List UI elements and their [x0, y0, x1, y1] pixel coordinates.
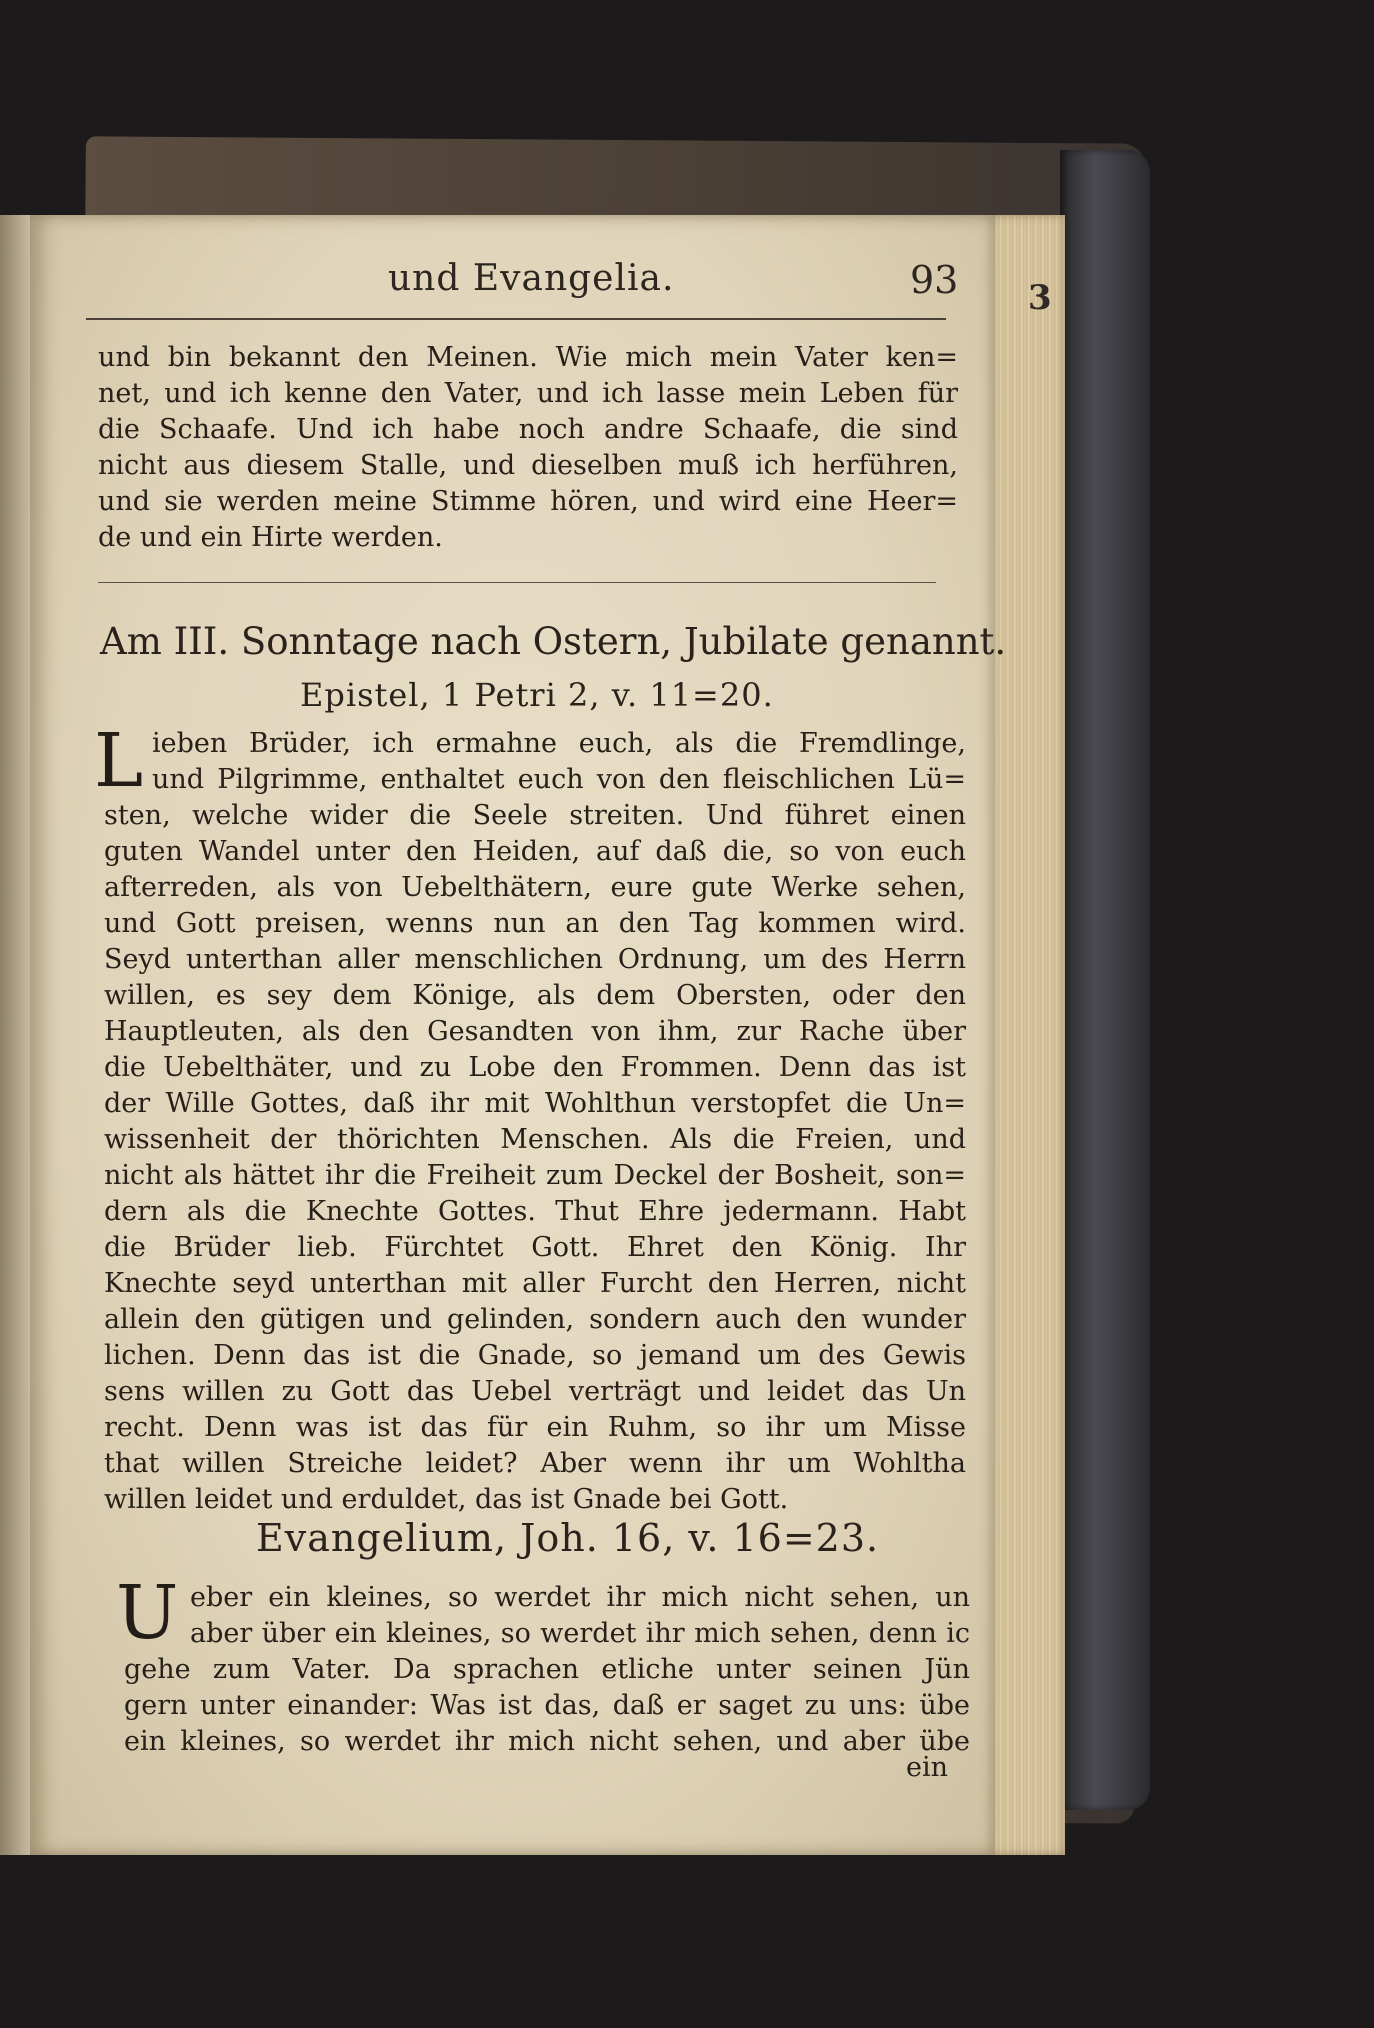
section-heading: Am III. Sonntage nach Ostern, Jubilate genannt.	[100, 620, 1007, 663]
epistle-heading: Epistel, 1 Petri 2, v. 11=20.	[300, 676, 774, 714]
text-line: nicht als hättet ihr die Freiheit zum Deckel der Bosheit, son=	[104, 1160, 966, 1191]
text-line: die Uebelthäter, und zu Lobe den Frommen. Denn das ist	[104, 1052, 966, 1083]
text-line: guten Wandel unter den Heiden, auf daß die, so von euch	[104, 836, 966, 867]
text-line: der Wille Gottes, daß ihr mit Wohlthun verstopfet die Un=	[104, 1088, 966, 1119]
text-line: that willen Streiche leidet? Aber wenn ihr um Wohltha	[104, 1448, 966, 1479]
gospel-drop-cap: U	[116, 1570, 179, 1656]
gospel-paragraph	[124, 1580, 970, 1760]
text-line: dern als die Knechte Gottes. Thut Ehre jedermann. Habt	[104, 1196, 966, 1227]
text-line: de und ein Hirte werden.	[98, 522, 443, 553]
text-line: wissenheit der thörichten Menschen. Als die Freien, und	[104, 1124, 966, 1155]
text-line: recht. Denn was ist das für ein Ruhm, so ihr um Misse	[104, 1412, 966, 1443]
text-line: und bin bekannt den Meinen. Wie mich mein Vater ken=	[98, 342, 958, 373]
facing-page-edge	[0, 215, 34, 1855]
edge-page-letter: 3	[1028, 278, 1052, 318]
text-line: und Pilgrimme, enthaltet euch von den fleischlichen Lü=	[152, 764, 966, 795]
text-line: gehe zum Vater. Da sprachen etliche unter seinen Jün	[124, 1654, 970, 1685]
text-line: willen leidet und erduldet, das ist Gnade bei Gott.	[104, 1484, 789, 1515]
header-rule	[86, 318, 946, 320]
text-line: Knechte seyd unterthan mit aller Furcht den Herren, nicht	[104, 1268, 966, 1299]
text-line: Seyd unterthan aller menschlichen Ordnung, um des Herrn	[104, 944, 966, 975]
epistle-paragraph	[104, 726, 966, 1518]
text-line: und sie werden meine Stimme hören, und wird eine Heer=	[98, 486, 958, 517]
text-line: aber über ein kleines, so werdet ihr mich sehen, denn ic	[190, 1618, 970, 1649]
page-number: 93	[910, 258, 959, 302]
text-line: sten, welche wider die Seele streiten. Und führet einen	[104, 800, 966, 831]
epistle-drop-cap: L	[94, 718, 144, 804]
text-line: Hauptleuten, als den Gesandten von ihm, zur Rache über	[104, 1016, 966, 1047]
text-line: und Gott preisen, wenns nun an den Tag kommen wird.	[104, 908, 966, 939]
text-line: willen, es sey dem Könige, als dem Obersten, oder den	[104, 980, 966, 1011]
text-line: nicht aus diesem Stalle, und dieselben muß ich herführen,	[98, 450, 958, 481]
text-line: die Brüder lieb. Fürchtet Gott. Ehret den König. Ihr	[104, 1232, 966, 1263]
catchword: ein	[906, 1752, 949, 1783]
text-line: allein den gütigen und gelinden, sondern auch den wunder	[104, 1304, 966, 1335]
text-line: die Schaafe. Und ich habe noch andre Schaafe, die sind	[98, 414, 958, 445]
text-line: afterreden, als von Uebelthätern, eure gute Werke sehen,	[104, 872, 966, 903]
book-spine	[1060, 150, 1150, 1810]
gospel-heading: Evangelium, Joh. 16, v. 16=23.	[256, 1516, 880, 1560]
text-line: net, und ich kenne den Vater, und ich lasse mein Leben für	[98, 378, 958, 409]
continuation-paragraph	[98, 340, 958, 556]
text-line: ein kleines, so werdet ihr mich nicht sehen, und aber übe	[124, 1726, 970, 1757]
text-line: ieben Brüder, ich ermahne euch, als die Fremdlinge,	[152, 728, 966, 759]
text-line: sens willen zu Gott das Uebel verträgt und leidet das Un	[104, 1376, 966, 1407]
text-line: eber ein kleines, so werdet ihr mich nicht sehen, un	[190, 1582, 970, 1613]
running-head	[82, 258, 962, 314]
text-line: lichen. Denn das ist die Gnade, so jemand um des Gewis	[104, 1340, 966, 1371]
section-rule	[98, 582, 936, 583]
text-line: gern unter einander: Was ist das, daß er saget zu uns: übe	[124, 1690, 970, 1721]
running-title: und Evangelia.	[388, 258, 675, 299]
